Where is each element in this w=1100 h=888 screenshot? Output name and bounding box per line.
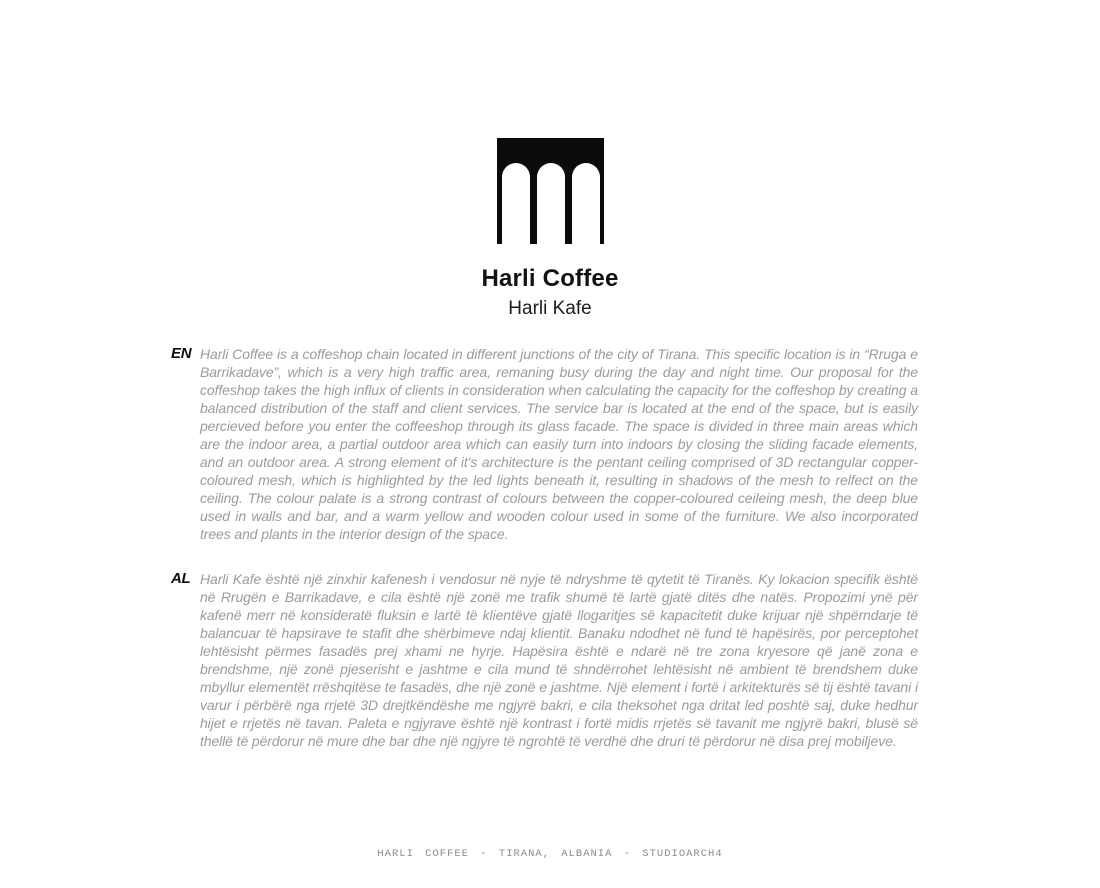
three-arches-icon — [497, 138, 604, 244]
brand-title: Harli Coffee — [481, 265, 619, 292]
page-footer — [0, 848, 1100, 860]
paragraph-albanian: Harli Kafe është një zinxhir kafenesh i vendosur në nyje të ndryshme të qytetit të Tiranës. Ky lokacion specifik është në Rrugën e Barrikadave, e cila është një zonë me trafik shumë të lartë gjatë ditës dhe natës. Propozimi ynë për kafenë merr në konsideratë fluksin e lartë të klientëve gjatë llogaritjes së kapacitetit duke krijuar një shpërndarje të balancuar të hapsirave te stafit dhe shërbimeve ndaj klientit. Banaku ndodhet në fund të hapësirës, por perceptohet lehtësisht përmes fasadës prej xhami ne hyrje. Hapësira është e ndarë në tre zona kryesore që janë zona e brendshme, një zonë pjeserisht e jashtme e cila mund të shndërrohet lehtësisht në ambient të brendshem duke mbyllur elementët rrëshqitëse te fasadës, dhe një zonë e jashtme. Një element i fortë i arkitekturës së tij është tavani i varur i përbërë nga rrjetë 3D drejtkëndëshe me ngjyrë bakri, e cila theksohet nga dritat led poshtë saj, duke hedhur hijet e rrjetës në tavan. Paleta e ngjyrave është një kontrast i fortë midis rrjetës së tavanit me ngjyrë bakri, blusë së thellë të përdorur në mure dhe bar dhe një ngjyre të ngrohtë të verdhë dhe druri të përdorur në disa prej mobiljeve. — [200, 571, 918, 749]
section-albanian — [171, 570, 918, 750]
section-english — [171, 345, 918, 543]
language-label-en: EN — [171, 345, 192, 362]
brand-header — [0, 138, 1100, 320]
paragraph-english: Harli Coffee is a coffeshop chain located in different junctions of the city of Tirana. This specific location is in “Rruga e Barrikadave”, which is a very high traffic area, remaning busy during the day and night time. Our proposal for the coffeshop takes the high influx of clients in consideration when calculating the capacity for the coffeshop by creating a balanced distribution of the staff and client services. The service bar is located at the end of the space, but is easily percieved before you enter the coffeeshop through its glass facade. The space is divided in three main areas which are the indoor area, a partial outdoor area which can easily turn into indoors by closing the sliding facade elements, and an outdoor area. A strong element of it's architecture is the pentant ceiling comprised of 3D rectangular copper-coloured mesh, which is highlighted by the led lights beneath it, resulting in shadows of the mesh to relfect on the ceiling. The colour palate is a strong contrast of colours between the copper-coloured ceileing mesh, the deep blue used in walls and bar, and a warm yellow and wooden colour used in some of the furniture. We also incorporated trees and plants in the interior design of the space. — [200, 346, 918, 542]
brand-subtitle: Harli Kafe — [508, 298, 592, 319]
arch-cutout-left — [502, 163, 530, 244]
language-label-al: AL — [171, 570, 191, 587]
description-sections — [171, 345, 918, 777]
footer-text: HARLI COFFEE - TIRANA, ALBANIA - STUDIOARCH4 — [377, 848, 723, 860]
arch-cutout-right — [572, 163, 600, 244]
arch-cutout-middle — [537, 163, 565, 244]
harli-coffee-logo — [497, 138, 604, 244]
